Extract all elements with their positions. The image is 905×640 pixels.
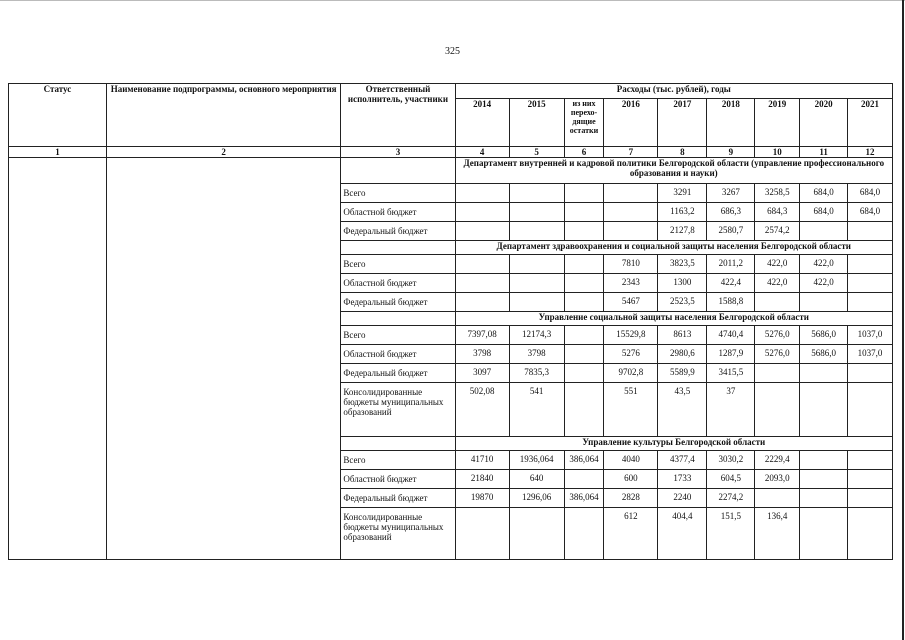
value-cell: 1163,2 xyxy=(658,203,707,222)
value-cell xyxy=(564,222,604,241)
value-cell xyxy=(848,274,893,293)
value-cell xyxy=(455,255,509,274)
value-cell: 2980,6 xyxy=(658,345,707,364)
section-spacer-cell xyxy=(341,158,455,184)
value-cell xyxy=(848,255,893,274)
value-cell: 422,0 xyxy=(755,274,800,293)
value-cell: 422,4 xyxy=(707,274,755,293)
section-title: Управление культуры Белгородской области xyxy=(455,437,892,451)
value-cell: 37 xyxy=(707,383,755,437)
column-number: 2 xyxy=(106,147,341,158)
value-cell: 2574,2 xyxy=(755,222,800,241)
header-year: 2016 xyxy=(604,99,658,147)
row-label: Областной бюджет xyxy=(341,470,455,489)
value-cell xyxy=(604,222,658,241)
row-label: Всего xyxy=(341,326,455,345)
header-status: Статус xyxy=(9,84,107,147)
value-cell xyxy=(800,451,848,470)
header-year: 2017 xyxy=(658,99,707,147)
value-cell: 3097 xyxy=(455,364,509,383)
section-spacer-cell xyxy=(341,312,455,326)
value-cell: 3030,2 xyxy=(707,451,755,470)
column-number: 4 xyxy=(455,147,509,158)
column-number: 6 xyxy=(564,147,604,158)
value-cell: 3798 xyxy=(509,345,564,364)
row-label: Федеральный бюджет xyxy=(341,489,455,508)
value-cell: 3267 xyxy=(707,184,755,203)
value-cell: 2240 xyxy=(658,489,707,508)
value-cell: 5276,0 xyxy=(755,345,800,364)
value-cell: 1296,06 xyxy=(509,489,564,508)
value-cell xyxy=(509,203,564,222)
value-cell xyxy=(564,508,604,560)
value-cell: 8613 xyxy=(658,326,707,345)
value-cell xyxy=(800,364,848,383)
value-cell xyxy=(848,508,893,560)
value-cell: 5686,0 xyxy=(800,326,848,345)
value-cell: 1936,064 xyxy=(509,451,564,470)
value-cell xyxy=(800,222,848,241)
value-cell: 684,0 xyxy=(800,184,848,203)
value-cell xyxy=(800,293,848,312)
value-cell: 3823,5 xyxy=(658,255,707,274)
header-name: Наименование подпрограммы, основного мероприятия xyxy=(106,84,341,147)
value-cell: 2523,5 xyxy=(658,293,707,312)
value-cell: 1300 xyxy=(658,274,707,293)
value-cell: 1287,9 xyxy=(707,345,755,364)
value-cell: 5589,9 xyxy=(658,364,707,383)
budget-table xyxy=(8,83,893,560)
value-cell: 600 xyxy=(604,470,658,489)
row-label: Всего xyxy=(341,255,455,274)
row-label: Всего xyxy=(341,184,455,203)
value-cell: 2011,2 xyxy=(707,255,755,274)
header-expenses: Расходы (тыс. рублей), годы xyxy=(455,84,892,99)
header-year: 2018 xyxy=(707,99,755,147)
value-cell xyxy=(755,383,800,437)
value-cell xyxy=(455,222,509,241)
value-cell: 1037,0 xyxy=(848,326,893,345)
value-cell: 5276 xyxy=(604,345,658,364)
value-cell: 2828 xyxy=(604,489,658,508)
value-cell: 3798 xyxy=(455,345,509,364)
row-label: Областной бюджет xyxy=(341,345,455,364)
value-cell: 3291 xyxy=(658,184,707,203)
value-cell: 422,0 xyxy=(800,274,848,293)
value-cell: 541 xyxy=(509,383,564,437)
value-cell: 21840 xyxy=(455,470,509,489)
value-cell xyxy=(755,293,800,312)
column-number: 10 xyxy=(755,147,800,158)
value-cell xyxy=(604,203,658,222)
header-year-carryover: из них перехо-дящие остатки xyxy=(564,99,604,147)
value-cell xyxy=(455,184,509,203)
header-executor: Ответственный исполнитель, участники xyxy=(341,84,455,147)
header-year: 2019 xyxy=(755,99,800,147)
value-cell: 4040 xyxy=(604,451,658,470)
value-cell xyxy=(800,383,848,437)
section-title: Департамент внутренней и кадровой политики Белгородской области (управление профессионального образования и науки) xyxy=(455,158,892,184)
section-spacer-cell xyxy=(341,241,455,255)
column-number: 7 xyxy=(604,147,658,158)
value-cell xyxy=(564,470,604,489)
column-number: 8 xyxy=(658,147,707,158)
value-cell: 684,0 xyxy=(800,203,848,222)
value-cell xyxy=(755,489,800,508)
value-cell: 12174,3 xyxy=(509,326,564,345)
row-label: Областной бюджет xyxy=(341,274,455,293)
page-number: 325 xyxy=(445,46,460,57)
value-cell: 9702,8 xyxy=(604,364,658,383)
status-cell xyxy=(9,158,107,560)
value-cell xyxy=(564,184,604,203)
column-number: 9 xyxy=(707,147,755,158)
column-number: 11 xyxy=(800,147,848,158)
header-year: 2021 xyxy=(848,99,893,147)
value-cell: 4377,4 xyxy=(658,451,707,470)
value-cell xyxy=(564,345,604,364)
value-cell: 2127,8 xyxy=(658,222,707,241)
value-cell: 5686,0 xyxy=(800,345,848,364)
value-cell: 4740,4 xyxy=(707,326,755,345)
value-cell xyxy=(455,203,509,222)
column-number: 1 xyxy=(9,147,107,158)
value-cell xyxy=(509,222,564,241)
right-edge xyxy=(902,0,904,640)
row-label: Федеральный бюджет xyxy=(341,364,455,383)
value-cell xyxy=(455,274,509,293)
value-cell: 7397,08 xyxy=(455,326,509,345)
value-cell: 2093,0 xyxy=(755,470,800,489)
value-cell: 1588,8 xyxy=(707,293,755,312)
value-cell: 686,3 xyxy=(707,203,755,222)
value-cell xyxy=(564,383,604,437)
value-cell xyxy=(564,293,604,312)
row-label: Областной бюджет xyxy=(341,203,455,222)
value-cell: 684,0 xyxy=(848,203,893,222)
row-label: Всего xyxy=(341,451,455,470)
section-title: Управление социальной защиты населения Белгородской области xyxy=(455,312,892,326)
value-cell: 7835,3 xyxy=(509,364,564,383)
value-cell: 2343 xyxy=(604,274,658,293)
column-number: 5 xyxy=(509,147,564,158)
value-cell: 386,064 xyxy=(564,451,604,470)
value-cell xyxy=(800,489,848,508)
value-cell xyxy=(848,451,893,470)
name-cell xyxy=(106,158,341,560)
value-cell xyxy=(564,255,604,274)
top-edge xyxy=(0,0,905,1)
value-cell: 422,0 xyxy=(800,255,848,274)
value-cell: 1037,0 xyxy=(848,345,893,364)
header-year: 2020 xyxy=(800,99,848,147)
value-cell: 612 xyxy=(604,508,658,560)
value-cell xyxy=(800,470,848,489)
value-cell: 551 xyxy=(604,383,658,437)
value-cell xyxy=(800,508,848,560)
value-cell xyxy=(848,470,893,489)
value-cell xyxy=(455,508,509,560)
value-cell: 1733 xyxy=(658,470,707,489)
value-cell xyxy=(564,274,604,293)
value-cell: 502,08 xyxy=(455,383,509,437)
value-cell xyxy=(564,326,604,345)
value-cell xyxy=(509,184,564,203)
header-year: 2015 xyxy=(509,99,564,147)
row-label: Федеральный бюджет xyxy=(341,222,455,241)
row-label: Консолидированные бюджеты муниципальных образований xyxy=(341,383,455,437)
value-cell: 2274,2 xyxy=(707,489,755,508)
value-cell xyxy=(509,274,564,293)
value-cell: 404,4 xyxy=(658,508,707,560)
value-cell: 5276,0 xyxy=(755,326,800,345)
section-spacer-cell xyxy=(341,437,455,451)
value-cell: 386,064 xyxy=(564,489,604,508)
value-cell: 5467 xyxy=(604,293,658,312)
value-cell: 684,3 xyxy=(755,203,800,222)
value-cell: 3258,5 xyxy=(755,184,800,203)
value-cell xyxy=(509,255,564,274)
row-label: Федеральный бюджет xyxy=(341,293,455,312)
value-cell xyxy=(848,222,893,241)
value-cell: 684,0 xyxy=(848,184,893,203)
value-cell: 19870 xyxy=(455,489,509,508)
value-cell xyxy=(848,364,893,383)
value-cell: 151,5 xyxy=(707,508,755,560)
value-cell xyxy=(509,508,564,560)
value-cell xyxy=(848,489,893,508)
header-year: 2014 xyxy=(455,99,509,147)
value-cell: 640 xyxy=(509,470,564,489)
value-cell: 43,5 xyxy=(658,383,707,437)
value-cell xyxy=(848,383,893,437)
column-number: 12 xyxy=(848,147,893,158)
value-cell xyxy=(509,293,564,312)
value-cell xyxy=(564,364,604,383)
value-cell xyxy=(564,203,604,222)
value-cell: 2580,7 xyxy=(707,222,755,241)
value-cell: 604,5 xyxy=(707,470,755,489)
row-label: Консолидированные бюджеты муниципальных образований xyxy=(341,508,455,560)
value-cell: 15529,8 xyxy=(604,326,658,345)
section-title: Департамент здравоохранения и социальной защиты населения Белгородской области xyxy=(455,241,892,255)
value-cell: 422,0 xyxy=(755,255,800,274)
value-cell xyxy=(604,184,658,203)
value-cell: 2229,4 xyxy=(755,451,800,470)
value-cell: 41710 xyxy=(455,451,509,470)
value-cell: 7810 xyxy=(604,255,658,274)
value-cell xyxy=(455,293,509,312)
column-number: 3 xyxy=(341,147,455,158)
value-cell: 136,4 xyxy=(755,508,800,560)
value-cell xyxy=(755,364,800,383)
value-cell xyxy=(848,293,893,312)
value-cell: 3415,5 xyxy=(707,364,755,383)
